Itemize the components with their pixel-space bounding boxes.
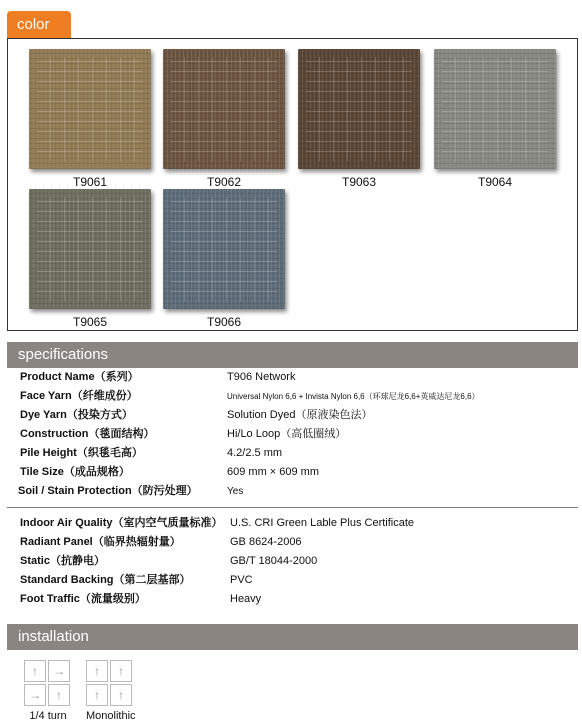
arrow-up-icon: ↑ [110, 660, 132, 682]
spec-value: GB/T 18044-2000 [230, 555, 318, 567]
spec-key: Product Name（系列） [20, 371, 139, 383]
installation-quarter-turn [24, 660, 72, 722]
swatch-code: T9061 [72, 175, 108, 189]
spec-row-indoor-air-quality [20, 514, 575, 533]
spec-row-construction [20, 425, 575, 444]
spec-value: Universal Nylon 6,6 + Invista Nylon 6,6（环球尼龙6,6+英威达尼龙6,6） [227, 392, 480, 401]
carpet-tile-image [298, 49, 420, 169]
swatch-code: T9066 [206, 315, 242, 329]
spec-value: GB 8624-2006 [230, 536, 302, 548]
spec-value: Yes [227, 486, 244, 497]
spec-value: 609 mm × 609 mm [227, 466, 320, 478]
carpet-tile-image [29, 49, 151, 169]
swatch-t9061[interactable] [29, 49, 151, 189]
spec-key: Pile Height（织毯毛高） [20, 447, 143, 459]
carpet-tile-image [163, 49, 285, 169]
spec-key: Dye Yarn（投染方式） [20, 409, 133, 421]
spec-key: Radiant Panel（临界热辐射量） [20, 536, 181, 548]
spec-value: Heavy [230, 593, 262, 605]
spec-row-stain-protection [18, 482, 573, 501]
specifications-header: specifications [7, 342, 578, 368]
arrow-up-icon: ↑ [86, 660, 108, 682]
spec-row-face-yarn [20, 387, 575, 406]
color-tab: color [7, 11, 71, 39]
carpet-tile-image [163, 189, 285, 309]
arrow-up-icon: ↑ [48, 684, 70, 706]
spec-row-dye-yarn [20, 406, 575, 425]
swatch-code: T9064 [477, 175, 513, 189]
spec-row-product-name [20, 368, 575, 387]
spec-key: Static（抗静电） [20, 555, 105, 567]
swatch-t9065[interactable] [29, 189, 151, 329]
spec-key: Indoor Air Quality（室内空气质量标准） [20, 517, 223, 529]
arrow-up-icon: ↑ [86, 684, 108, 706]
arrow-right-icon: → [24, 684, 46, 706]
spec-row-standard-backing [20, 571, 575, 590]
arrow-up-icon: ↑ [24, 660, 46, 682]
swatch-code: T9062 [206, 175, 242, 189]
spec-row-tile-size [20, 463, 575, 482]
monolithic-diagram [86, 660, 134, 706]
carpet-tile-image [434, 49, 556, 169]
installation-monolithic [86, 660, 134, 722]
swatch-code: T9063 [341, 175, 377, 189]
spec-key: Standard Backing（第二层基部） [20, 574, 191, 586]
spec-value: 4.2/2.5 mm [227, 447, 283, 459]
spec-key: Construction（毯面结构） [20, 428, 155, 440]
spec-value: PVC [230, 574, 253, 586]
color-swatch-panel [7, 38, 578, 331]
spec-key: Face Yarn（纤维成份） [20, 390, 138, 402]
installation-label: Monolithic [86, 710, 136, 722]
spec-value: T906 Network [227, 371, 296, 383]
spec-value: U.S. CRI Green Lable Plus Certificate [230, 517, 415, 529]
swatch-code: T9065 [72, 315, 108, 329]
spec-row-static [20, 552, 575, 571]
spec-row-radiant-panel [20, 533, 575, 552]
arrow-right-icon: → [48, 660, 70, 682]
installation-header: installation [7, 624, 578, 650]
spec-row-foot-traffic [20, 590, 575, 609]
spec-row-pile-height [20, 444, 575, 463]
swatch-t9066[interactable] [163, 189, 285, 329]
spec-key: Tile Size（成品规格） [20, 466, 130, 478]
spec-value: Hi/Lo Loop（高低圈绒） [227, 428, 347, 440]
quarter-turn-diagram [24, 660, 72, 706]
spec-value: Solution Dyed（原液染色法） [227, 409, 373, 421]
swatch-t9063[interactable] [298, 49, 420, 189]
spec-key: Soil / Stain Protection（防污处理） [18, 485, 198, 497]
spec-divider [7, 507, 578, 508]
spec-key: Foot Traffic（流量级别） [20, 593, 146, 605]
swatch-t9062[interactable] [163, 49, 285, 189]
swatch-t9064[interactable] [434, 49, 556, 189]
arrow-up-icon: ↑ [110, 684, 132, 706]
installation-label: 1/4 turn [29, 710, 67, 722]
carpet-tile-image [29, 189, 151, 309]
